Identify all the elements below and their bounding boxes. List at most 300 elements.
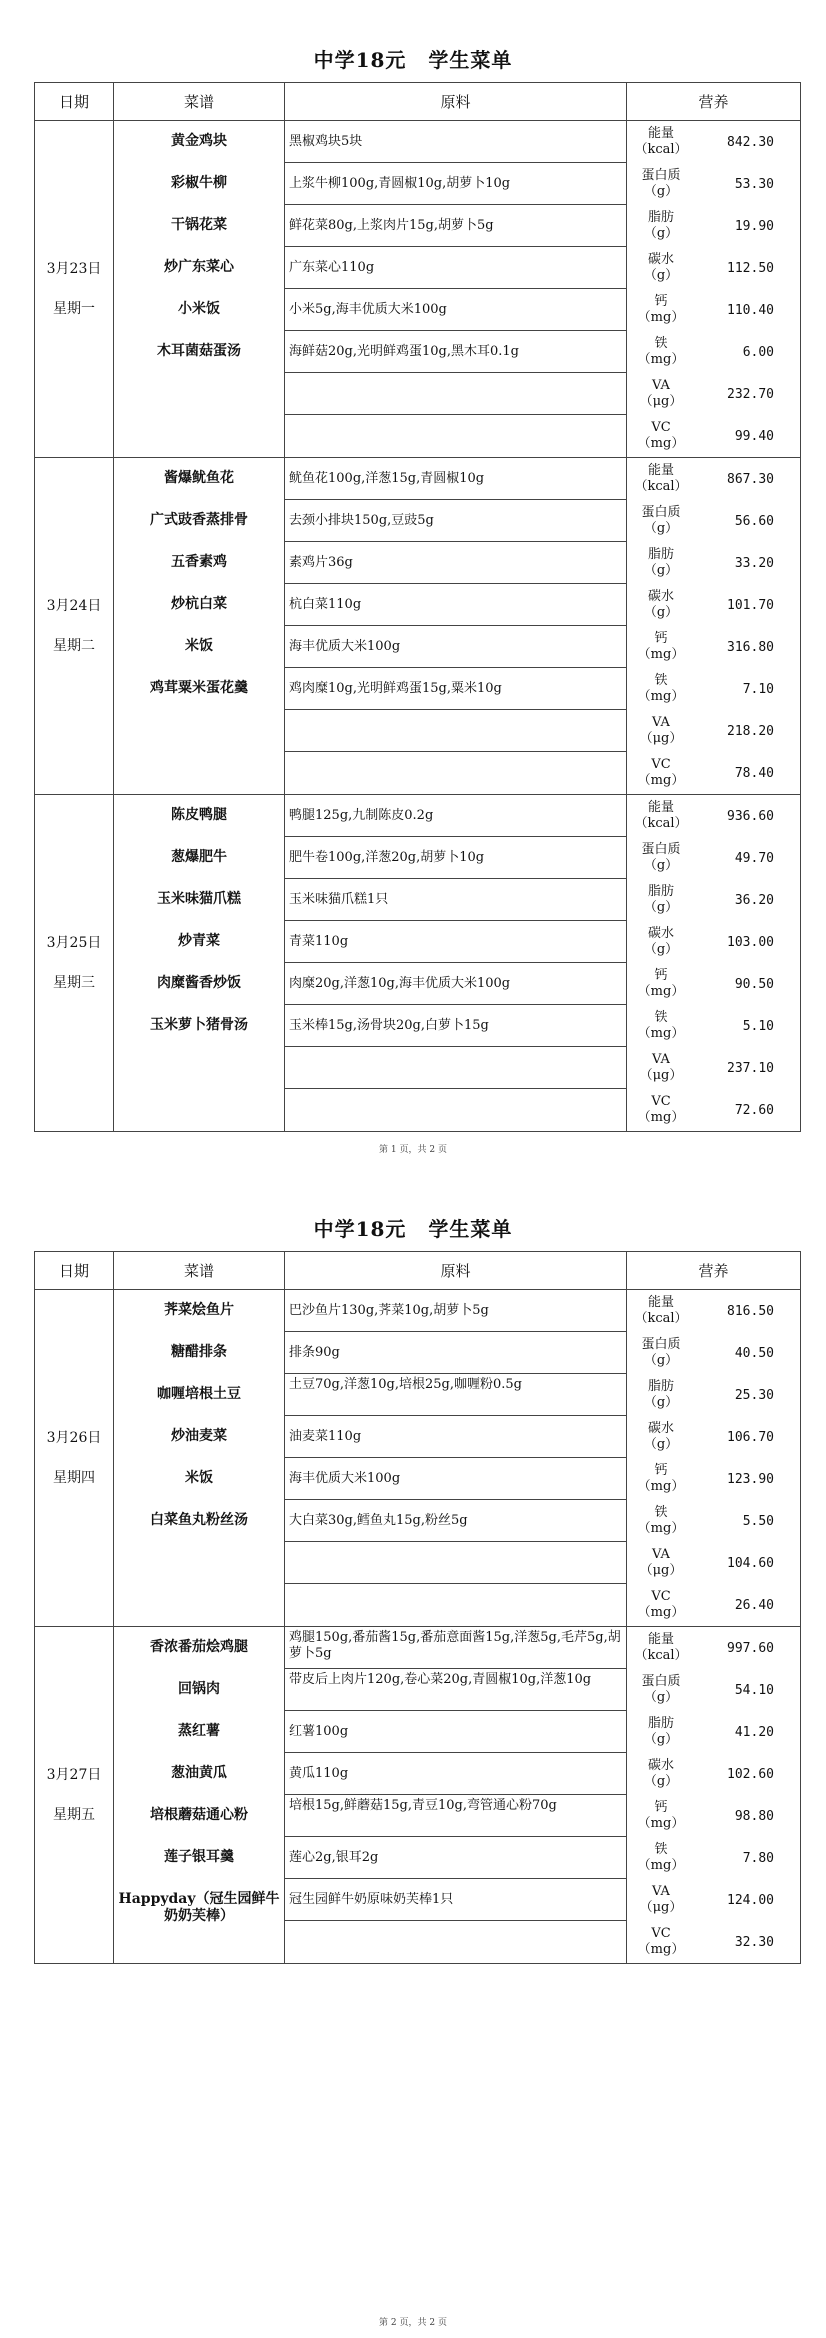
- dish-name: 肉糜酱香炒饭: [157, 975, 241, 991]
- nutrient-unit: （g）: [643, 858, 679, 873]
- nutrient-value: 124.00: [727, 1892, 774, 1908]
- nutrient-unit: （mg）: [637, 1479, 685, 1494]
- dish-name: 葱爆肥牛: [171, 849, 227, 865]
- nutrient-unit: （mg）: [637, 1942, 685, 1957]
- nutrient-unit: （g）: [643, 900, 679, 915]
- nutrient-row: [627, 921, 800, 963]
- weekday: 星期三: [53, 975, 95, 991]
- nutrient-value: 53.30: [734, 176, 774, 192]
- nutrient-label: [627, 420, 695, 452]
- dish-cell: [114, 1290, 285, 1627]
- dish-name: 广式豉香蒸排骨: [150, 512, 248, 528]
- nutrient-label: [627, 336, 695, 368]
- nutrition-cell: [627, 795, 801, 1132]
- nutrient-label: [627, 1884, 695, 1916]
- nutrient-value: 19.90: [734, 218, 774, 234]
- nutrient-label: [627, 1800, 695, 1832]
- nutrient-value: 867.30: [727, 471, 774, 487]
- dish-name: 陈皮鸭腿: [171, 807, 227, 823]
- nutrient-unit: （kcal）: [634, 479, 688, 494]
- nutrient-name: 能量: [647, 126, 674, 141]
- ingredient-row: 去颈小排块150g,豆豉5g: [285, 500, 626, 542]
- nutrient-name: 脂肪: [647, 884, 674, 899]
- nutrient-row: [627, 752, 800, 794]
- nutrient-value: 72.60: [734, 1102, 774, 1118]
- nutrient-value: 106.70: [727, 1429, 774, 1445]
- nutrient-name: 铁: [654, 1010, 668, 1025]
- nutrient-row: [627, 1795, 800, 1837]
- dish-name: 彩椒牛柳: [171, 175, 227, 191]
- nutrient-unit: （mg）: [637, 773, 685, 788]
- nutrient-label: [627, 1010, 695, 1042]
- nutrient-label: [627, 168, 695, 200]
- nutrient-unit: （mg）: [637, 1026, 685, 1041]
- nutrient-value: 78.40: [734, 765, 774, 781]
- nutrient-row: [627, 163, 800, 205]
- header-row: [35, 83, 801, 121]
- nutrient-unit: （μg）: [639, 394, 683, 409]
- nutrient-name: 钙: [654, 631, 668, 646]
- nutrient-name: 碳水: [647, 1421, 674, 1436]
- nutrient-name: 铁: [654, 1505, 668, 1520]
- nutrient-row: [627, 710, 800, 752]
- dish-name: 炒油麦菜: [171, 1428, 227, 1444]
- weekday: 星期二: [53, 638, 95, 654]
- header-nutrition: 营养: [627, 1252, 801, 1290]
- nutrient-name: 脂肪: [647, 1716, 674, 1731]
- nutrient-name: 蛋白质: [641, 505, 681, 520]
- dish-name: 蒸红薯: [178, 1723, 220, 1739]
- nutrient-name: 铁: [654, 336, 668, 351]
- header-ingredients: 原料: [285, 1252, 627, 1290]
- nutrient-unit: （g）: [643, 1774, 679, 1789]
- nutrient-unit: （kcal）: [634, 142, 688, 157]
- nutrient-label: [627, 294, 695, 326]
- header-date: 日期: [35, 1252, 114, 1290]
- nutrient-row: [627, 1500, 800, 1542]
- nutrient-name: VA: [652, 1547, 670, 1562]
- dish-cell: [114, 795, 285, 1132]
- nutrient-value: 316.80: [727, 639, 774, 655]
- nutrient-value: 56.60: [734, 513, 774, 529]
- nutrient-unit: （mg）: [637, 1816, 685, 1831]
- nutrient-label: [627, 715, 695, 747]
- nutrient-label: [627, 842, 695, 874]
- nutrient-value: 6.00: [742, 344, 774, 360]
- ingredient-row: [285, 752, 626, 794]
- day-row: [35, 1290, 801, 1627]
- nutrient-value: 816.50: [727, 1303, 774, 1319]
- nutrient-name: VC: [651, 1094, 671, 1109]
- nutrient-label: [627, 884, 695, 916]
- nutrient-value: 41.20: [734, 1724, 774, 1740]
- nutrient-row: [627, 1879, 800, 1921]
- ingredient-row: [285, 415, 626, 457]
- ingredient-row: 肥牛卷100g,洋葱20g,胡萝卜10g: [285, 837, 626, 879]
- nutrient-unit: （g）: [643, 1732, 679, 1747]
- dish-name: 炒广东菜心: [164, 259, 234, 275]
- nutrient-row: [627, 205, 800, 247]
- ingredient-row: 素鸡片36g: [285, 542, 626, 584]
- ingredient-row: 鸭腿125g,九制陈皮0.2g: [285, 795, 626, 837]
- nutrient-unit: （g）: [643, 563, 679, 578]
- nutrient-label: [627, 1632, 695, 1664]
- weekday: 星期五: [53, 1807, 95, 1823]
- nutrient-name: VC: [651, 757, 671, 772]
- nutrient-unit: （mg）: [637, 1858, 685, 1873]
- day-row: [35, 1627, 801, 1964]
- dish-name: 玉米味猫爪糕: [157, 891, 241, 907]
- nutrient-unit: （g）: [643, 268, 679, 283]
- ingredients-cell: [285, 1290, 627, 1627]
- page-title: 中学18元 学生菜单: [313, 1217, 513, 1241]
- ingredient-row: [285, 373, 626, 415]
- dish-name: 干锅花菜: [171, 217, 227, 233]
- nutrient-label: [627, 1674, 695, 1706]
- dish-name: 小米饭: [178, 301, 220, 317]
- nutrient-unit: （mg）: [637, 647, 685, 662]
- nutrient-row: [627, 879, 800, 921]
- nutrient-label: [627, 1295, 695, 1327]
- nutrient-label: [627, 673, 695, 705]
- nutrient-row: [627, 1837, 800, 1879]
- nutrient-row: [627, 1669, 800, 1711]
- ingredient-row: 巴沙鱼片130g,荠菜10g,胡萝卜5g: [285, 1290, 626, 1332]
- nutrient-unit: （g）: [643, 942, 679, 957]
- dish-name: 莲子银耳羹: [164, 1849, 234, 1865]
- dish-name: 糖醋排条: [171, 1344, 227, 1360]
- nutrient-row: [627, 584, 800, 626]
- nutrient-label: [627, 1379, 695, 1411]
- nutrient-label: [627, 757, 695, 789]
- nutrient-name: 蛋白质: [641, 1337, 681, 1352]
- ingredient-row: 带皮后上肉片120g,卷心菜20g,青圆椒10g,洋葱10g: [285, 1669, 626, 1711]
- nutrient-label: [627, 252, 695, 284]
- nutrient-name: 铁: [654, 673, 668, 688]
- nutrient-label: [627, 1421, 695, 1453]
- nutrient-unit: （g）: [643, 226, 679, 241]
- nutrient-name: 钙: [654, 1463, 668, 1478]
- nutrient-name: 碳水: [647, 252, 674, 267]
- header-nutrition: 营养: [627, 83, 801, 121]
- dish-cell: [114, 1627, 285, 1964]
- nutrient-row: [627, 963, 800, 1005]
- ingredient-row: [285, 1047, 626, 1089]
- nutrition-cell: [627, 458, 801, 795]
- nutrient-unit: （g）: [643, 605, 679, 620]
- nutrient-unit: （mg）: [637, 352, 685, 367]
- page-footer: 第 2 页，共 2 页: [379, 2318, 447, 2328]
- nutrient-row: [627, 1290, 800, 1332]
- nutrient-value: 33.20: [734, 555, 774, 571]
- nutrient-name: 脂肪: [647, 547, 674, 562]
- nutrient-label: [627, 1094, 695, 1126]
- nutrient-label: [627, 1337, 695, 1369]
- nutrient-label: [627, 1926, 695, 1958]
- dish-name: 黄金鸡块: [171, 133, 227, 149]
- nutrient-label: [627, 589, 695, 621]
- nutrient-value: 110.40: [727, 302, 774, 318]
- nutrient-row: [627, 542, 800, 584]
- nutrient-label: [627, 378, 695, 410]
- nutrient-value: 7.10: [742, 681, 774, 697]
- nutrient-label: [627, 800, 695, 832]
- ingredient-row: 油麦菜110g: [285, 1416, 626, 1458]
- date: 3月26日: [46, 1430, 102, 1446]
- nutrient-unit: （g）: [643, 521, 679, 536]
- header-dish: 菜谱: [114, 1252, 285, 1290]
- ingredient-row: 杭白菜110g: [285, 584, 626, 626]
- nutrient-name: 钙: [654, 294, 668, 309]
- ingredient-row: [285, 1921, 626, 1963]
- day-row: [35, 795, 801, 1132]
- nutrient-label: [627, 505, 695, 537]
- nutrient-row: [627, 1005, 800, 1047]
- nutrient-label: [627, 210, 695, 242]
- nutrient-name: 能量: [647, 800, 674, 815]
- nutrient-value: 101.70: [727, 597, 774, 613]
- ingredient-row: [285, 1584, 626, 1626]
- ingredient-row: 大白菜30g,鳕鱼丸15g,粉丝5g: [285, 1500, 626, 1542]
- nutrient-value: 36.20: [734, 892, 774, 908]
- date: 3月23日: [46, 261, 102, 277]
- ingredient-row: 培根15g,鲜蘑菇15g,青豆10g,弯管通心粉70g: [285, 1795, 626, 1837]
- nutrient-label: [627, 631, 695, 663]
- page-footer: 第 1 页，共 2 页: [379, 1145, 447, 1155]
- nutrient-name: VA: [652, 1052, 670, 1067]
- nutrient-row: [627, 289, 800, 331]
- ingredient-row: 小米5g,海丰优质大米100g: [285, 289, 626, 331]
- nutrient-label: [627, 1842, 695, 1874]
- nutrient-row: [627, 121, 800, 163]
- nutrient-unit: （kcal）: [634, 1311, 688, 1326]
- dish-name: 回锅肉: [178, 1681, 220, 1697]
- nutrient-row: [627, 1458, 800, 1500]
- nutrient-unit: （g）: [643, 184, 679, 199]
- nutrient-unit: （g）: [643, 1353, 679, 1368]
- ingredient-row: 海丰优质大米100g: [285, 626, 626, 668]
- date: 3月24日: [46, 598, 102, 614]
- nutrient-row: [627, 837, 800, 879]
- nutrient-row: [627, 500, 800, 542]
- nutrient-unit: （mg）: [637, 1110, 685, 1125]
- nutrient-label: [627, 1758, 695, 1790]
- nutrient-unit: （mg）: [637, 310, 685, 325]
- nutrient-label: [627, 1463, 695, 1495]
- nutrient-row: [627, 1332, 800, 1374]
- nutrient-unit: （μg）: [639, 1900, 683, 1915]
- weekday: 星期一: [53, 301, 95, 317]
- nutrient-name: 蛋白质: [641, 168, 681, 183]
- nutrient-row: [627, 331, 800, 373]
- dish-name: 炒杭白菜: [171, 596, 227, 612]
- nutrient-row: [627, 1753, 800, 1795]
- nutrient-value: 997.60: [727, 1640, 774, 1656]
- header-dish: 菜谱: [114, 83, 285, 121]
- nutrient-value: 26.40: [734, 1597, 774, 1613]
- menu-table: [34, 1251, 801, 1964]
- nutrient-name: 铁: [654, 1842, 668, 1857]
- ingredients-cell: [285, 458, 627, 795]
- ingredient-row: 黄瓜110g: [285, 1753, 626, 1795]
- ingredient-row: 肉糜20g,洋葱10g,海丰优质大米100g: [285, 963, 626, 1005]
- page-2: [0, 1169, 826, 2338]
- dish-name: 米饭: [185, 638, 213, 654]
- ingredient-row: 红薯100g: [285, 1711, 626, 1753]
- dish-name: 玉米萝卜猪骨汤: [150, 1017, 248, 1033]
- ingredient-row: 青菜110g: [285, 921, 626, 963]
- dish-name: 培根蘑菇通心粉: [150, 1807, 248, 1823]
- nutrient-unit: （mg）: [637, 436, 685, 451]
- date: 3月25日: [46, 935, 102, 951]
- nutrient-name: 脂肪: [647, 1379, 674, 1394]
- dish-name: 酱爆鱿鱼花: [164, 470, 234, 486]
- nutrient-unit: （μg）: [639, 731, 683, 746]
- nutrient-unit: （mg）: [637, 1521, 685, 1536]
- nutrient-label: [627, 1505, 695, 1537]
- dish-name: 白菜鱼丸粉丝汤: [150, 1512, 248, 1528]
- nutrition-cell: [627, 1627, 801, 1964]
- nutrient-row: [627, 626, 800, 668]
- nutrient-label: [627, 126, 695, 158]
- nutrient-value: 5.10: [742, 1018, 774, 1034]
- nutrient-row: [627, 1047, 800, 1089]
- nutrient-name: 能量: [647, 463, 674, 478]
- weekday: 星期四: [53, 1470, 95, 1486]
- ingredient-row: 鸡肉糜10g,光明鲜鸡蛋15g,粟米10g: [285, 668, 626, 710]
- nutrient-name: VC: [651, 1926, 671, 1941]
- ingredient-row: 排条90g: [285, 1332, 626, 1374]
- dish-name: 香浓番茄烩鸡腿: [150, 1639, 248, 1655]
- ingredient-row: [285, 710, 626, 752]
- dish-name: 荠菜烩鱼片: [164, 1302, 234, 1318]
- nutrient-value: 936.60: [727, 808, 774, 824]
- date-cell: [35, 795, 114, 1132]
- nutrient-value: 49.70: [734, 850, 774, 866]
- nutrient-unit: （mg）: [637, 689, 685, 704]
- nutrient-value: 112.50: [727, 260, 774, 276]
- ingredient-row: 海丰优质大米100g: [285, 1458, 626, 1500]
- nutrient-value: 90.50: [734, 976, 774, 992]
- nutrient-label: [627, 968, 695, 1000]
- nutrient-name: 脂肪: [647, 210, 674, 225]
- nutrient-value: 104.60: [727, 1555, 774, 1571]
- dish-name: 葱油黄瓜: [171, 1765, 227, 1781]
- ingredient-row: 海鲜菇20g,光明鲜鸡蛋10g,黑木耳0.1g: [285, 331, 626, 373]
- nutrient-unit: （g）: [643, 1437, 679, 1452]
- nutrient-row: [627, 458, 800, 500]
- nutrient-label: [627, 463, 695, 495]
- nutrient-row: [627, 415, 800, 457]
- nutrient-unit: （mg）: [637, 984, 685, 999]
- ingredients-cell: [285, 121, 627, 458]
- nutrition-cell: [627, 1290, 801, 1627]
- ingredient-row: [285, 1542, 626, 1584]
- dish-name: 五香素鸡: [171, 554, 227, 570]
- date-cell: [35, 458, 114, 795]
- ingredient-row: 玉米棒15g,汤骨块20g,白萝卜15g: [285, 1005, 626, 1047]
- nutrient-value: 102.60: [727, 1766, 774, 1782]
- nutrient-name: 蛋白质: [641, 1674, 681, 1689]
- nutrient-label: [627, 1589, 695, 1621]
- date: 3月27日: [46, 1767, 102, 1783]
- ingredient-row: 鸡腿150g,番茄酱15g,番茄意面酱15g,洋葱5g,毛芹5g,胡萝卜5g: [285, 1627, 626, 1669]
- nutrient-label: [627, 926, 695, 958]
- nutrient-name: 碳水: [647, 589, 674, 604]
- nutrient-name: VA: [652, 378, 670, 393]
- dish-name: Happyday（冠生园鲜牛奶奶芙棒）: [118, 1891, 280, 1924]
- ingredient-row: 玉米味猫爪糕1只: [285, 879, 626, 921]
- nutrient-row: [627, 1089, 800, 1131]
- nutrient-name: 碳水: [647, 1758, 674, 1773]
- nutrient-value: 98.80: [734, 1808, 774, 1824]
- nutrient-unit: （μg）: [639, 1068, 683, 1083]
- header-date: 日期: [35, 83, 114, 121]
- ingredient-row: 上浆牛柳100g,青圆椒10g,胡萝卜10g: [285, 163, 626, 205]
- nutrient-row: [627, 1542, 800, 1584]
- dish-name: 木耳菌菇蛋汤: [157, 343, 241, 359]
- nutrient-name: 能量: [647, 1632, 674, 1647]
- nutrient-row: [627, 247, 800, 289]
- nutrient-unit: （kcal）: [634, 1648, 688, 1663]
- nutrient-label: [627, 1716, 695, 1748]
- nutrient-name: VA: [652, 1884, 670, 1899]
- nutrient-value: 32.30: [734, 1934, 774, 1950]
- nutrient-name: 钙: [654, 968, 668, 983]
- nutrient-row: [627, 1374, 800, 1416]
- nutrient-unit: （g）: [643, 1395, 679, 1410]
- ingredient-row: 土豆70g,洋葱10g,培根25g,咖喱粉0.5g: [285, 1374, 626, 1416]
- nutrient-value: 54.10: [734, 1682, 774, 1698]
- date-cell: [35, 121, 114, 458]
- ingredients-cell: [285, 795, 627, 1132]
- dish-cell: [114, 121, 285, 458]
- day-row: [35, 121, 801, 458]
- nutrient-row: [627, 795, 800, 837]
- menu-table: [34, 82, 801, 1132]
- dish-name: 鸡茸粟米蛋花羹: [150, 680, 248, 696]
- nutrient-label: [627, 547, 695, 579]
- dish-cell: [114, 458, 285, 795]
- nutrient-unit: （g）: [643, 1690, 679, 1705]
- nutrient-value: 5.50: [742, 1513, 774, 1529]
- nutrient-unit: （kcal）: [634, 816, 688, 831]
- nutrient-name: 钙: [654, 1800, 668, 1815]
- date-cell: [35, 1627, 114, 1964]
- ingredient-row: 莲心2g,银耳2g: [285, 1837, 626, 1879]
- nutrient-value: 7.80: [742, 1850, 774, 1866]
- nutrient-row: [627, 668, 800, 710]
- nutrient-value: 218.20: [727, 723, 774, 739]
- nutrient-value: 232.70: [727, 386, 774, 402]
- nutrient-name: VC: [651, 1589, 671, 1604]
- dish-name: 米饭: [185, 1470, 213, 1486]
- day-row: [35, 458, 801, 795]
- ingredients-cell: [285, 1627, 627, 1964]
- nutrient-value: 99.40: [734, 428, 774, 444]
- nutrient-name: 能量: [647, 1295, 674, 1310]
- nutrient-row: [627, 373, 800, 415]
- nutrient-row: [627, 1921, 800, 1963]
- nutrient-unit: （μg）: [639, 1563, 683, 1578]
- nutrient-row: [627, 1711, 800, 1753]
- nutrient-value: 40.50: [734, 1345, 774, 1361]
- nutrient-value: 237.10: [727, 1060, 774, 1076]
- page-title: 中学18元 学生菜单: [313, 48, 513, 72]
- nutrient-unit: （mg）: [637, 1605, 685, 1620]
- ingredient-row: [285, 1089, 626, 1131]
- nutrition-cell: [627, 121, 801, 458]
